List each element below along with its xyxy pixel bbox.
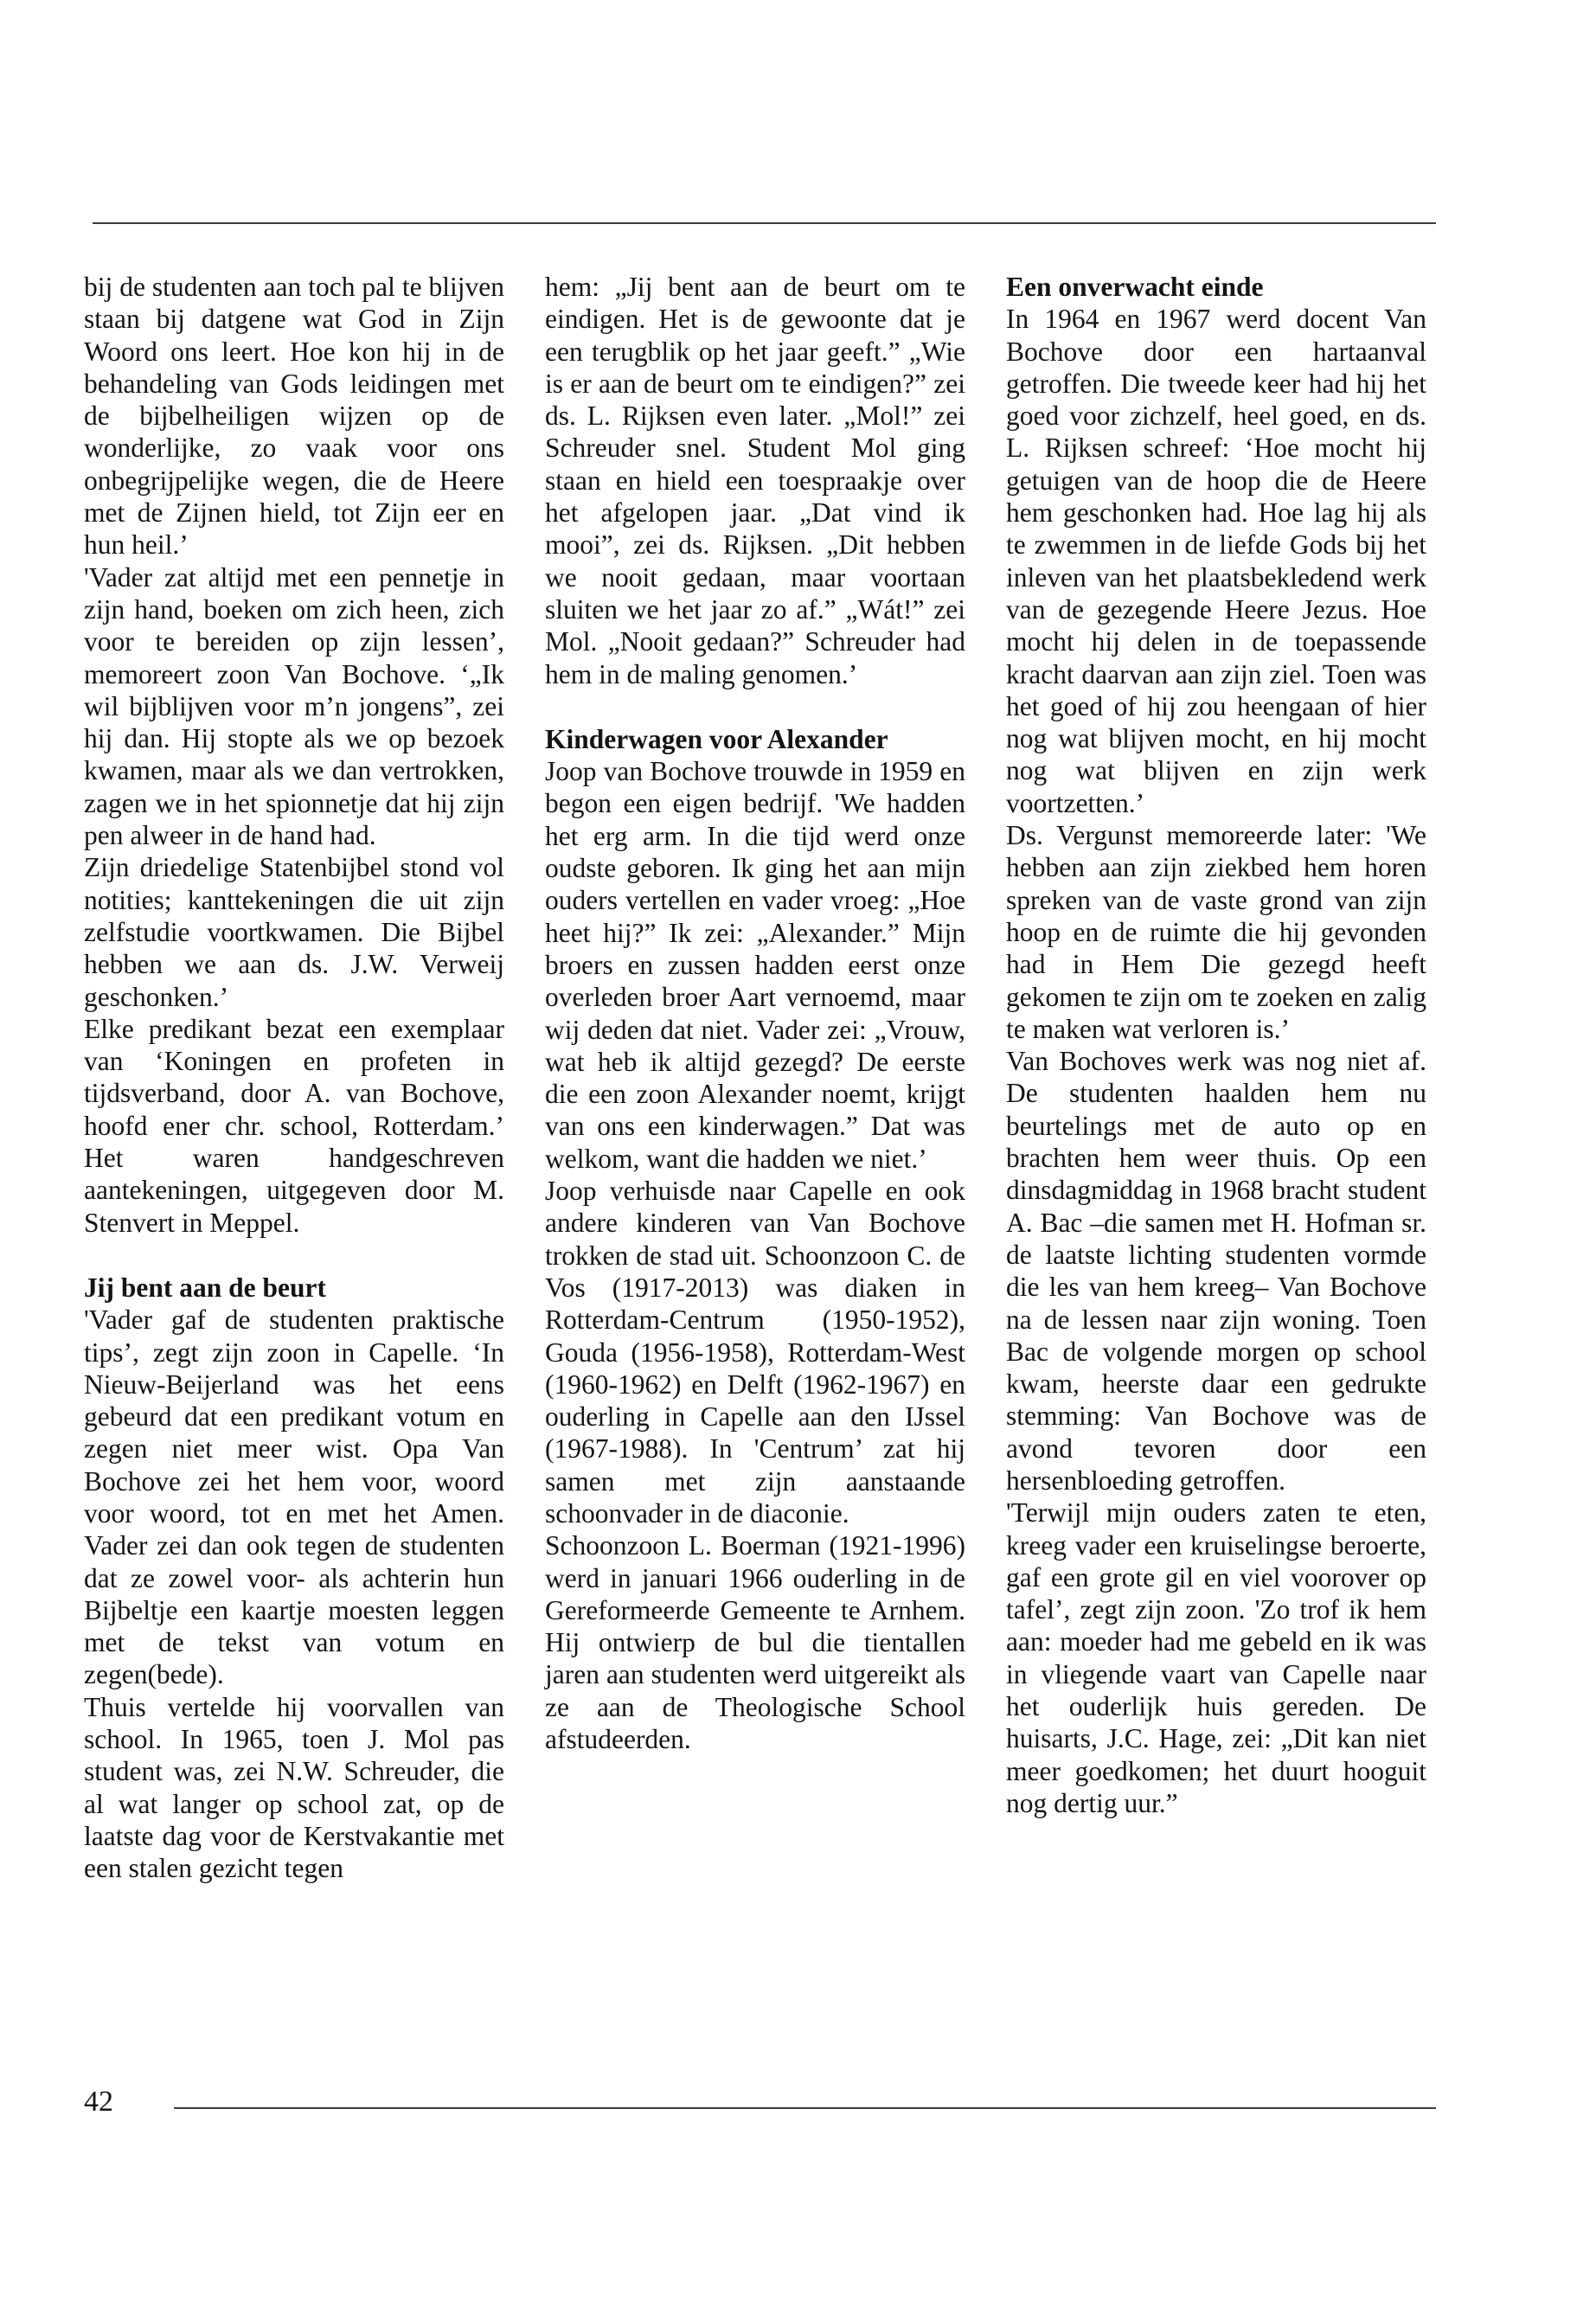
text-column-1 (84, 271, 504, 1885)
paragraph: Van Bochoves werk was nog niet af. De studenten haalden hem nu beurtelings met de auto op en brachten hem weer thuis. Op een dinsdagmiddag in 1968 bracht student A. Bac –die samen met H. Hofman sr. de laatste lichting studenten vormde die les van hem kreeg– Van Bochove na de lessen naar zijn woning. Toen Bac de volgende morgen op school kwam, heerste daar een gedrukte stemming: Van Bochove was de avond tevoren door een hersenbloeding getroffen. (1006, 1046, 1426, 1496)
paragraph: Schoonzoon L. Boerman (1921-1996) werd in januari 1966 ouderling in de Gereformeerde Gemeente te Arnhem. Hij ontwierp de bul die tientallen jaren aan studenten werd uitgereikt als ze aan de Theologische School afstudeerden. (545, 1530, 965, 1755)
paragraph: Zijn driedelige Statenbijbel stond vol notities; kanttekeningen die uit zijn zelfstudie voortkwamen. Die Bijbel hebben we aan ds. J.W. Verweij geschonken.’ (84, 852, 504, 1012)
paragraph: Thuis vertelde hij voorvallen van school. In 1965, toen J. Mol pas student was, zei N.W. Schreuder, die al wat langer op school zat, op de laatste dag voor de Kerstvakantie met een stalen gezicht tegen (84, 1691, 504, 1884)
text-column-2 (545, 271, 965, 1755)
footer-rule (174, 2107, 1436, 2109)
section-heading: Kinderwagen voor Alexander (545, 723, 888, 754)
section-heading: Een onverwacht einde (1006, 272, 1264, 302)
section-heading: Jij bent aan de beurt (84, 1272, 327, 1303)
page-footer (84, 2080, 1436, 2124)
paragraph: Ds. Vergunst memoreerde later: 'We hebben aan zijn ziekbed hem horen spreken van de vaste grond van zijn hoop en de ruimte die hij gevonden had in Hem Die gezegd heeft gekomen te zijn om te zoeken en zalig te maken wat verloren is.’ (1006, 820, 1426, 1044)
paragraph: 'Vader gaf de studenten praktische tips’, zegt zijn zoon in Capelle. ‘In Nieuw-Beijerland was het eens gebeurd dat een predikant votum en zegen niet meer wist. Opa Van Bochove zei het hem voor, woord voor woord, tot en met het Amen. Vader zei dan ook tegen de studenten dat ze zowel voor- als achterin hun Bijbeltje een kaartje moesten leggen met de tekst van votum en zegen(bede). (84, 1304, 504, 1690)
paragraph: In 1964 en 1967 werd docent Van Bochove door een hartaanval getroffen. Die tweede keer had hij het goed voor zichzelf, heel goed, en ds. L. Rijksen schreef: ‘Hoe mocht hij getuigen van de hoop die de Heere hem geschonken had. Hoe lag hij als te zwemmen in de liefde Gods bij het inleven van het plaatsbekledend werk van de gezegende Heere Jezus. Hoe mocht hij delen in de toepassende kracht daarvan aan zijn ziel. Toen was het goed of hij zou heengaan of hier nog wat blijven mocht, en hij mocht nog wat blijven en zijn werk voortzetten.’ (1006, 304, 1426, 818)
page-number: 42 (84, 2086, 113, 2118)
header-rule (93, 222, 1436, 224)
paragraph: bij de studenten aan toch pal te blijven staan bij datgene wat God in Zijn Woord ons leert. Hoe kon hij in de behandeling van Gods leidingen met de bijbelheiligen wijzen op de wonderlijke, zo vaak voor ons onbegrijpelijke wegen, die de Heere met de Zijnen hield, tot Zijn eer en hun heil.’ (84, 272, 504, 561)
text-column-3 (1006, 271, 1426, 1819)
paragraph: Joop van Bochove trouwde in 1959 en begon een eigen bedrijf. 'We hadden het erg arm. In die tijd werd onze oudste geboren. Ik ging het aan mijn ouders vertellen en vader vroeg: „Hoe heet hij?” Ik zei: „Alexander.” Mijn broers en zussen hadden eerst onze overleden broer Aart vernoemd, maar wij deden dat niet. Vader zei: „Vrouw, wat heb ik altijd gezegd? De eerste die een zoon Alexander noemt, krijgt van ons een kinderwagen.” Dat was welkom, want die hadden we niet.’ (545, 756, 965, 1174)
paragraph: hem: „Jij bent aan de beurt om te eindigen. Het is de gewoonte dat je een terugblik op het jaar geeft.” „Wie is er aan de beurt om te eindigen?” zei ds. L. Rijksen even later. „Mol!” zei Schreuder snel. Student Mol ging staan en hield een toespraakje over het afgelopen jaar. „Dat vind ik mooi”, zei ds. Rijksen. „Dit hebben we nooit gedaan, maar voortaan sluiten we het jaar zo af.” „Wát!” zei Mol. „Nooit gedaan?” Schreuder had hem in de maling genomen.’ (545, 272, 965, 689)
paragraph: Joop verhuisde naar Capelle en ook andere kinderen van Van Bochove trokken de stad uit. Schoonzoon C. de Vos (1917-2013) was diaken in Rotterdam-Centrum (1950-1952), Gouda (1956-1958), Rotterdam-West (1960-1962) en Delft (1962-1967) en ouderling in Capelle aan den IJssel (1967-1988). In 'Centrum’ zat hij samen met zijn aanstaande schoonvader in de diaconie. (545, 1176, 965, 1529)
paragraph: 'Terwijl mijn ouders zaten te eten, kreeg vader een kruiselingse beroerte, gaf een grote gil en viel voorover op tafel’, zegt zijn zoon. 'Zo trof ik hem aan: moeder had me gebeld en ik was in vliegende vaart van Capelle naar het ouderlijk huis gereden. De huisarts, J.C. Hage, zei: „Dit kan niet meer goedkomen; het duurt hooguit nog dertig uur.” (1006, 1497, 1426, 1818)
paragraph: Elke predikant bezat een exemplaar van ‘Koningen en profeten in tijdsverband, door A. van Bochove, hoofd ener chr. school, Rotterdam.’ Het waren handgeschreven aantekeningen, uitgegeven door M. Stenvert in Meppel. (84, 1013, 504, 1238)
paragraph: 'Vader zat altijd met een pennetje in zijn hand, boeken om zich heen, zich voor te bereiden op zijn lessen’, memoreert zoon Van Bochove. ‘„Ik wil bijblijven voor m’n jongens”, zei hij dan. Hij stopte als we op bezoek kwamen, maar als we dan vertrokken, zagen we in het spionnetje dat hij zijn pen alweer in de hand had. (84, 561, 504, 851)
